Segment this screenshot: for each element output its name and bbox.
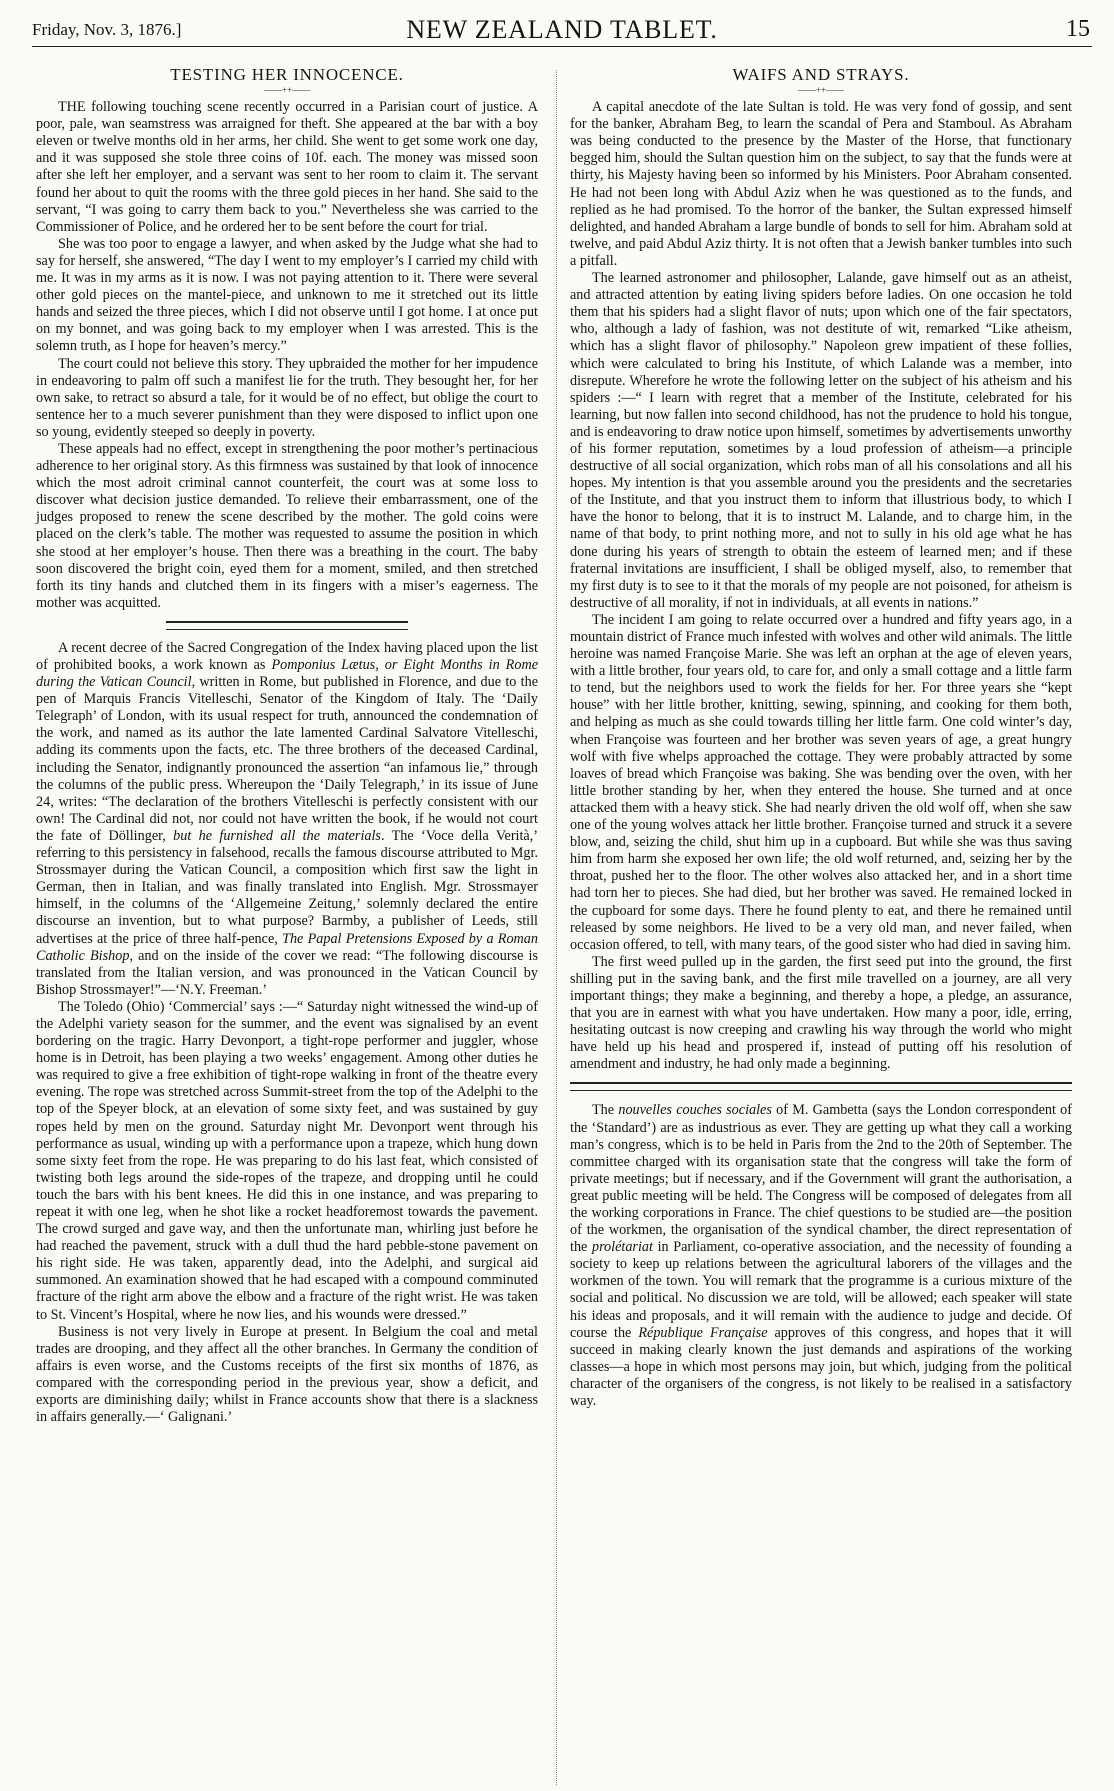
article-paragraph: The learned astronomer and philosopher, Lalande, gave himself out as an atheist, and attracted attention by eating living spiders before ladies. On one occasion he told them that his spiders had a slight flavor of nuts; upon which one of the fair spectators, who, although a lady of fashion, was not destitute of wit, remarked “Like atheism, which has a slight flavor of philosophy.” Napoleon grew impatient of these follies, which were calculated to bring his Institute, of which Lalande was a member, into disrepute. Wherefore he wrote the following letter on the subject of his atheism and his spiders :—“ I learn with regret that a member of the Institute, celebrated for his learning, but now fallen into second childhood, has not the prudence to hold his tongue, and is endeavoring to draw notice upon himself, sometimes by advertisements unworthy of his former reputation, sometimes by a loud profession of atheism—a principle destructive of all social organization, which robs man of all his consolations and all his hopes. My intention is that you assemble around you the presidents and the secretaries of the Institute, and that you instruct them to inform that illustrious body, to which I have the honor to belong, that it is to instruct M. Lalande, and to charge him, in the name of that body, to print nothing more, and not to sully in his old age what he has done during his years of strength to obtain the esteem of learned men; and if these fraternal invitations are insufficient, I shall be obliged myself, also, to remember that my first duty is to see to it that the morals of my people are not poisoned, for atheism is destructive of all morality, if not in individuals, at all events in nations.”: [570, 270, 1072, 611]
text-run: approves of this congress, and hopes that it will succeed in making clearly known the just demands and aspirations of the working classes—a hope in which most persons may join, but which, judging from the political character of the organisers of the congress, is not likely to be realised in a satisfactory way.: [570, 1324, 1072, 1410]
article-heading: WAIFS AND STRAYS.: [732, 65, 910, 84]
text-run: A recent decree of the Sacred Congregation of the Index having placed upon the list of prohibited books, a work known as: [36, 639, 538, 673]
book-title: The Papal Pretensions Exposed by a Roman Catholic Bishop: [36, 930, 538, 964]
right-column: [570, 66, 1072, 1410]
page-number: 15: [1066, 16, 1090, 42]
article-paragraph: THE following touching scene recently occurred in a Parisian court of justice. A poor, pale, wan seamstress was arraigned for theft. She appeared at the bar with a boy eleven or twelve months old in her arms, her child. She went to get some work one day, and it was supposed she stole three coins of 10f. each. The money was missed soon after she left her employer, and a servant was sent to her room to claim it. The servant found her about to quit the rooms with the three gold pieces in her hand. She said to the servant, “I was going to carry them back to you.” Nevertheless she was carried to the Commissioner of Police, and he ordered her to be sent before the court for trial.: [36, 99, 538, 235]
newspaper-title: NEW ZEALAND TABLET.: [406, 15, 718, 44]
article-paragraph: These appeals had no effect, except in strengthening the poor mother’s pertinacious adherence to her original story. As this firmness was sustained by that look of innocence which the most adroit criminal cannot counterfeit, the court was at some loss to discover what decision justice demanded. To relieve their embarrassment, one of the judges proposed to renew the scene described by the mother. The gold coins were placed on the clerk’s table. The mother was requested to assume the position in which she stood at her employer’s house. Then there was a breathing in the court. The baby soon discovered the bright coin, eyed them for a moment, smiled, and then stretched forth its tiny hands and clutched them in its fingers with a miser’s eagerness. The mother was acquitted.: [36, 440, 538, 611]
article-paragraph: The first weed pulled up in the garden, the first seed put into the ground, the first shilling put in the saving bank, and the first mile travelled on a journey, are all very important things; they make a beginning, and thereby a hope, a pledge, an assurance, that you are in earnest with what you have undertaken. How many a poor, idle, erring, hesitating outcast is now creeping and crawling his way through the world who might have held up his head and prospered if, instead of putting off his resolution of amendment and industry, he had only made a beginning.: [570, 953, 1072, 1073]
book-title: Pomponius Lætus, or Eight Months in Rome during the Vatican Council: [36, 657, 538, 691]
masthead: [32, 8, 1092, 47]
section-rule: [166, 621, 408, 630]
left-column: [36, 66, 538, 1426]
article-testing-her-innocence: [36, 66, 538, 612]
article-paragraph: Business is not very lively in Europe at present. In Belgium the coal and metal trades are drooping, and they affect all the other branches. In Germany the condition of affairs is even worse, and the Customs receipts of the first six months of 1876, as compared with the corresponding period in the previous year, show a deficit, and exports are diminishing daily; whilst in France accounts show that there is a slackness in affairs generally.—‘ Galignani.’: [36, 1323, 538, 1426]
article-paragraph: The incident I am going to relate occurred over a hundred and fifty years ago, in a mountain district of France much infested with wolves and other wild animals. The little heroine was named Françoise Marie. She was left an orphan at the age of eleven years, with a little brother, four years old, to care for, and only a small cottage and a little farm to tend, but the neighbors used to work the fields for her. For three years she “kept house” with her little brother, knitting, sewing, spinning, and cooking for them both, and helping as much as she could towards tilling her little farm. One cold winter’s day, when Françoise was fourteen and her brother was seven years of age, a great hungry wolf with five whelps approached the cottage. They were probably attracted by some loaves of bread which Françoise was baking. She was bending over the oven, with her little brother standing by her, when they entered the house. She turned and at once attacked them with a heavy stick. She had nearly driven the old wolf off, when she saw one of the young wolves attack her little brother. Françoise turned and struck it a severe blow, and, seizing the child, shut him up in a cupboard. But while she was thus saving him from harm she exposed her own life; the old wolf returned, and, seizing her by the throat, pushed her to the floor. The other wolves also attacked her, and in a short time had torn her to pieces. She had died, but her brother was saved. He remained locked in the cupboard for some days. There he found plenty to eat, and there he remained until released by some neighbors. He lived to be a very old man, and never failed, when occasion offered, to tell, with many tears, of the good sister who had died in saving him.: [570, 611, 1072, 953]
article-waifs-and-strays: [570, 66, 1072, 1073]
newspaper-name: République Française: [638, 1324, 768, 1341]
foreign-phrase: prolétariat: [591, 1239, 653, 1256]
quoted-phrase: but he furnished all the materials: [173, 827, 381, 844]
text-run: in Parliament, co-operative association, and the necessity of founding a society to keep up relations between the agricultural laborers of the villages and the workmen of the town. You will remark that the programme is a curious mixture of the social and political. No discussion we are told, will be allowed; each speaker will state his ideas and proposals, and it will remain with the audience to judge and decide. Of course the: [570, 1239, 1072, 1341]
text-run: , and on the inside of the cover we read: “The following discourse is translated from the Italian version, and was pronounced in the Vatican Council by Bishop Strossmayer!”—‘N.Y. Freeman.’: [36, 947, 538, 998]
text-run: , written in Rome, but published in Florence, and due to the pen of Marquis Francis Vitelleschi, Senator of the Kingdom of Italy. The ‘Daily Telegraph’ of London, with its usual respect for truth, announced the condemnation of the work, and named as its author the late lamented Cardinal Salvatore Vitelleschi, adding its comments upon the facts, etc. The three brothers of the deceased Cardinal, including the Senator, indignantly pronounced the assertion “an infamous lie,” through the columns of the public press. Whereupon the ‘Daily Telegraph,’ in its issue of June 24, writes: “The declaration of the brothers Vitelleschi is perfectly consistent with our own! The Cardinal did not, nor could not have written the book, if he would not court the fate of Döllinger,: [36, 674, 539, 844]
text-run: of M. Gambetta (says the London correspondent of the ‘Standard’) are as industrious as ever. They are getting up what they call a working man’s congress, which is to be held in Paris from the 2nd to the 20th of September. The committee charged with its organisation state that the congress will take the form of private meetings; but if necessary, and if the Government will grant the authorisation, a great public meeting will be held. The Congress will be composed of delegates from all the working corporations in France. The chief questions to be studied are—the position of the workmen, the organisation of the syndical chamber, the direct representation of the: [570, 1102, 1072, 1256]
column-divider: [556, 70, 557, 1785]
article-paragraph: A capital anecdote of the late Sultan is told. He was very fond of gossip, and sent for the banker, Abraham Beg, to learn the scandal of Pera and Stamboul. As Abraham was being conducted to the presence by the Master of the Horse, that functionary begged him, should the Sultan question him on the subject, to say that the funds were at thirty, his Majesty having been so informed by his Ministers. Poor Abraham consented. He had not been long with Abdul Aziz when he was questioned as to the funds, and replied as he had promised. To the horror of the banker, the Sultan expressed himself delighted, and handed Abraham a large bundle of bonds to sell for him. Abraham sold at twelve, and paid Abdul Aziz thirty. It is not often that a Jewish banker tumbles into such a pitfall.: [570, 99, 1072, 269]
article-paragraph: [570, 1102, 1072, 1410]
article-heading: TESTING HER INNOCENCE.: [170, 65, 404, 84]
article-paragraph: The court could not believe this story. They upbraided the mother for her impudence in endeavoring to palm off such a manifest lie for the truth. They besought her, for her own sake, to retract so absurd a tale, for it would be of no effect, but oblige the court to sentence her to a much severer punishment than they were disposed to inflict upon one so young, evidently steeped so deeply in poverty.: [36, 355, 538, 440]
article-paragraph: She was too poor to engage a lawyer, and when asked by the Judge what she had to say for herself, she answered, “The day I went to my employer’s I carried my child with me. It was in my arms as it is now. I was not paying attention to it. There were several other gold pieces on the mantel-piece, and unknown to me it stretched out its little hands and seized the three pieces, which I did not observe until I got home. I at once put on my bonnet, and was going back to my employer when I was arrested. This is the solemn truth, as I hope for heaven’s mercy.”: [36, 235, 538, 355]
article-index-decree: [36, 640, 538, 1426]
article-gambetta-congress: [570, 1102, 1072, 1410]
article-paragraph: [36, 640, 538, 999]
heading-ornament: ——++——: [263, 85, 311, 96]
section-rule: [570, 1082, 1072, 1091]
issue-date: Friday, Nov. 3, 1876.]: [32, 20, 182, 39]
foreign-phrase: nouvelles couches sociales: [618, 1102, 772, 1119]
article-paragraph: The Toledo (Ohio) ‘Commercial’ says :—“ Saturday night witnessed the wind-up of the Adelphi variety season for the summer, and the event was signalised by an event bordering on the tragic. Harry Devonport, a tight-rope performer and juggler, whose home is in Detroit, has been playing a two weeks’ engagement. Among other duties he was required to give a free exhibition of tight-rope walking in front of the theatre every evening. The rope was stretched across Summit-street from the top of the Adelphi to the top of the Speyer block, at an elevation of some sixty feet, and was sustained by guy ropes held by men on the ground. Saturday night Mr. Devonport went through his performance as usual, winding up with a performance upon a trapeze, which hung down some sixty feet from the rope. He was preparing to do his last feat, which consisted of twisting both legs around the side-ropes of the trapeze, and dropping until he could touch the bars with his bent knees. He did this in one instance, and was preparing to repeat it with one leg, when he shot like a rocket headforemost towards the pavement. The crowd surged and gave way, and then the unfortunate man, whirling just before he had reached the pavement, struck with a dull thud the hard pebble-stone pavement on his right side. He was taken, apparently dead, into the Adelphi, and surgical aid summoned. An examination showed that he had escaped with a compound comminuted fracture of the right arm above the elbow and a fracture of the right wrist. He was taken to St. Vincent’s Hospital, where he now lies, and his wounds were dressed.”: [36, 998, 538, 1323]
text-run: The: [592, 1102, 619, 1119]
heading-ornament: ——++——: [797, 85, 845, 96]
text-run: . The ‘Voce della Verità,’ referring to this persistency in falsehood, recalls the famous discourse attributed to Mgr. Strossmayer during the Vatican Council, a composition which first saw the light in German, then in Italian, and was finally translated into English. Mgr. Strossmayer himself, in the columns of the ‘Allgemeine Zeitung,’ solemnly declared the entire discourse an invention, but to what purpose? Barmby, a publisher of Leeds, still advertises at the price of three half-pence,: [36, 827, 538, 947]
